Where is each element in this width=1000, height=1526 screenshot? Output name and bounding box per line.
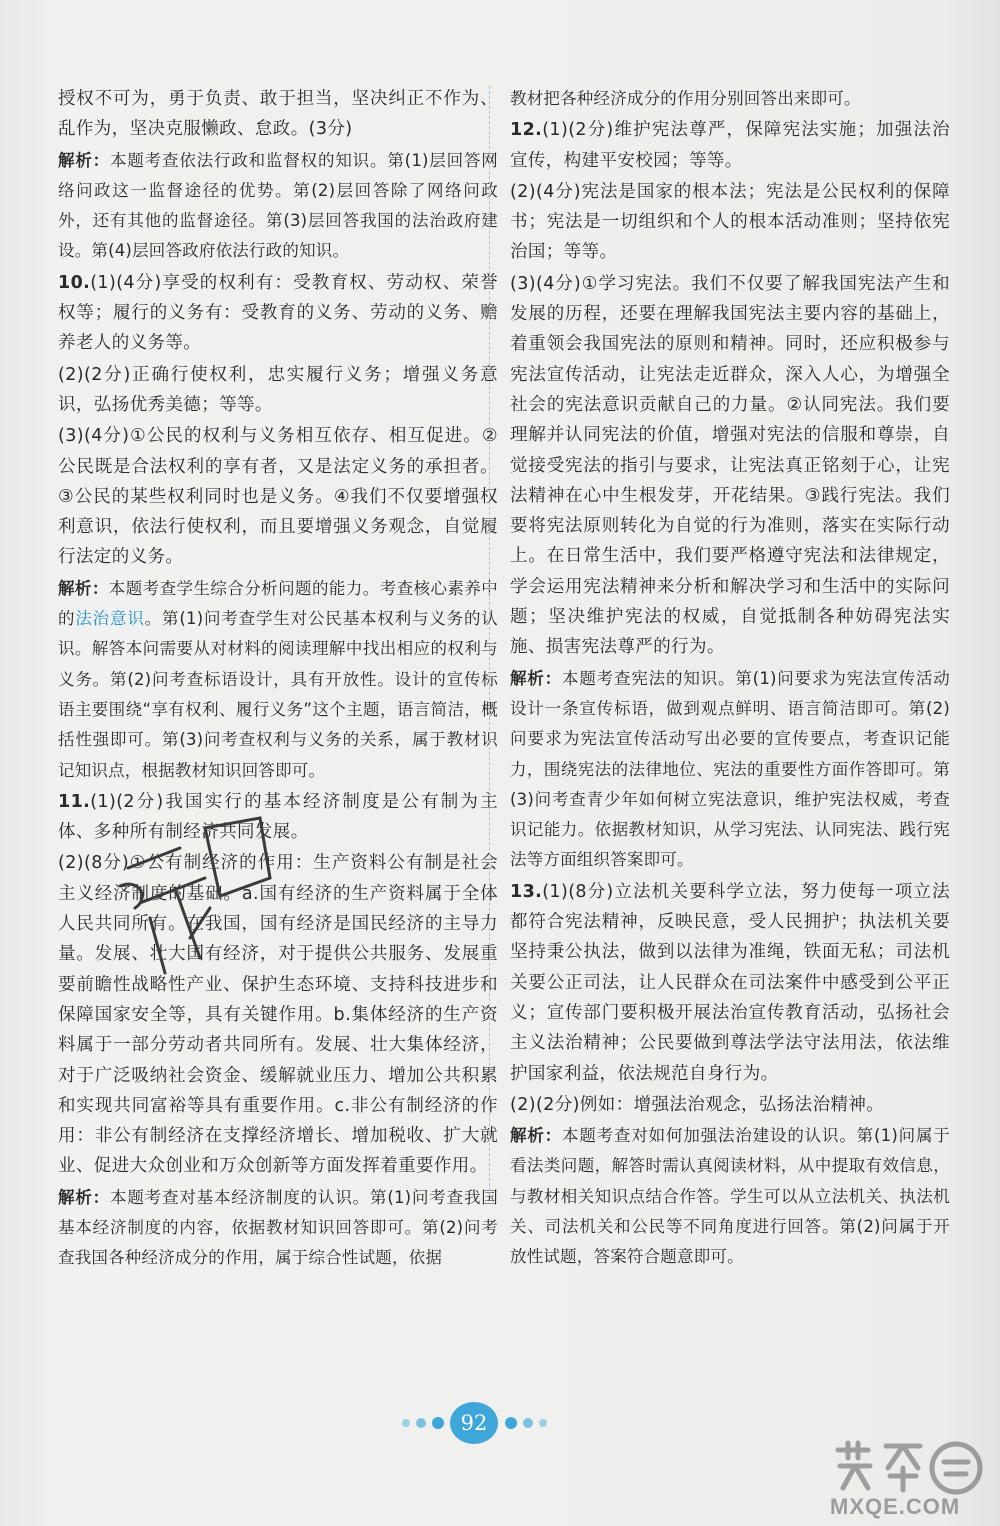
answer-text: (1)(4分)享受的权利有：受教育权、劳动权、荣誉权等；履行的义务有：受教育的义务、劳动的义务、赡养老人的义务等。 bbox=[58, 272, 498, 354]
analysis-text: 本题考查依法行政和监督权的知识。第(1)层回答网络问政这一监督途径的优势。第(2)层回答除了网络问政外，还有其他的监督途径。第(3)层回答我国的法治政府建设。第(4)层回答政府依法行政的知识。 bbox=[58, 150, 498, 261]
stamp-mark bbox=[110, 808, 280, 978]
analysis-label: 解析： bbox=[58, 150, 111, 170]
question-11-part-2: (2)(8分)①公有制经济的作用：生产资料公有制是社会主义经济制度的基础。a.国有经济的生产资料属于全体人民共同所有。在我国，国有经济是国民经济的主导力量。发展、壮大国有经济，对于提供公共服务、发展重要前瞻性战略性产业、保护生态环境、支持科技进步和保障国家安全等，具有关键作用。b.集体经济的生产资料属于一部分劳动者共同所有。发展、壮大集体经济，对于广泛吸纳社会资金、缓解就业压力、增加公共积累和实现共同富裕等具有重要作用。c.非公有制经济的作用：非公有制经济在支撑经济增长、增加税收、扩大就业、促进大众创业和万众创新等方面发挥着重要作用。 bbox=[58, 853, 498, 1177]
analysis-text: 。第(1)问考查学生对公民基本权利与义务的认识。解答本问需要从对材料的阅读理解中找出相应的权利与义务。第(2)问考查标语设计，具有开放性。设计的宣传标语主要围绕“享有权利、履行义务”这个主题，语言简洁，概括性强即可。第(3)问考查权利与义务的关系，属于教材识记知识点，根据教材知识回答即可。 bbox=[58, 609, 498, 780]
analysis bbox=[58, 146, 498, 267]
analysis-label: 解析： bbox=[58, 578, 109, 598]
analysis-text: 本题考查对基本经济制度的认识。第(1)问考查我国基本经济制度的内容，依据教材知识回答即可。第(2)问考查我国各种经济成分的作用，属于综合性试题，依据 bbox=[58, 1187, 498, 1268]
analysis bbox=[58, 574, 498, 786]
analysis-label: 解析： bbox=[58, 1187, 111, 1207]
analysis-label: 解析： bbox=[510, 668, 563, 688]
analysis-text: 本题考查对如何加强法治建设的认识。第(1)问属于看法类问题，解答时需认真阅读材料，从中提取有效信息，与教材相关知识点结合作答。学生可以从立法机关、执法机关、司法机关和公民等不同角度进行回答。第(2)问属于开放性试题，答案符合题意即可。 bbox=[510, 1126, 950, 1267]
question-number: 11. bbox=[58, 791, 91, 812]
footer-dot bbox=[432, 1417, 444, 1429]
analysis-text: 本题考查宪法的知识。第(1)问要求为宪法宣传活动设计一条宣传标语，做到观点鲜明、语言简洁即可。第(2)问要求为宪法宣传活动写出必要的宣传要点，考查识记能力，围绕宪法的法律地位、宪法的重要性方面作答即可。第(3)问考查青少年如何树立宪法意识，维护宪法权威，考查识记能力。依据教材知识，从学习宪法、认同宪法、践行宪法等方面组织答案即可。 bbox=[510, 668, 950, 870]
question-10-part-2: (2)(2分)正确行使权利，忠实履行义务；增强义务意识，弘扬优秀美德；等等。 bbox=[58, 364, 498, 415]
question-number: 13. bbox=[510, 881, 543, 902]
question-10-part-1 bbox=[58, 268, 498, 359]
watermark-text: MXQE.COM bbox=[830, 1494, 961, 1519]
analysis-label: 解析： bbox=[510, 1126, 563, 1146]
footer-dot bbox=[505, 1417, 517, 1429]
answer-text: (1)(8分)立法机关要科学立法，努力使每一项立法都符合宪法精神，反映民意，受人民拥护；执法机关要坚持秉公执法，做到以法律为准绳，铁面无私；司法机关要公正司法，让人民群众在司法案件中感受到公平正义；宣传部门要积极开展法治宣传教育活动，弘扬社会主义法治精神；公民要做到尊法学法守法用法，依法维护国家利益，依法规范自身行为。 bbox=[510, 881, 950, 1084]
answer-text: (1)(2分)维护宪法尊严，保障宪法实施；加强法治宣传，构建平安校园；等等。 bbox=[510, 120, 950, 171]
analysis-continued: 教材把各种经济成分的作用分别回答出来即可。 bbox=[510, 89, 861, 108]
question-12-part-1 bbox=[510, 115, 950, 176]
question-12-part-2: (2)(4分)宪法是国家的根本法；宪法是公民权利的保障书；宪法是一切组织和个人的根本活动准则；坚持依宪治国；等等。 bbox=[510, 181, 950, 263]
question-number: 12. bbox=[510, 120, 543, 141]
question-10-part-3: (3)(4分)①公民的权利与义务相互依存、相互促进。②公民既是合法权利的享有者，又是法定义务的承担者。③公民的某些权利同时也是义务。④我们不仅要增强权利意识，依法行使权利，而且要增强义务观念，自觉履行法定的义务。 bbox=[58, 426, 498, 568]
answer-text: (1)(2分)我国实行的基本经济制度是公有制为主体、多种所有制经济共同发展。 bbox=[58, 791, 498, 843]
question-12-part-3: (3)(4分)①学习宪法。我们不仅要了解我国宪法产生和发展的历程，还要在理解我国宪法主要内容的基础上，着重领会我国宪法的原则和精神。同时，还应积极参与宪法宣传活动，让宪法走近群众，深入人心，为增强全社会的宪法意识贡献自己的力量。②认同宪法。我们要理解并认同宪法的价值，增强对宪法的信服和尊崇，自觉接受宪法的指引与要求，让宪法真正铭刻于心，让宪法精神在心中生根发芽，开花结果。③践行宪法。我们要将宪法原则转化为自觉的行为准则，落实在实际行动上。在日常生活中，我们要严格遵守宪法和法律规定，学会运用宪法精神来分析和解决学习和生活中的实际问题；坚决维护宪法的权威，自觉抵制各种妨碍宪法实施、损害宪法尊严的行为。 bbox=[510, 273, 950, 658]
footer-dot bbox=[402, 1419, 410, 1427]
question-13-part-2: (2)(2分)例如：增强法治观念，弘扬法治精神。 bbox=[510, 1094, 885, 1115]
paragraph: 授权不可为，勇于负责、敢于担当，坚决纠正不作为、乱作为，坚决克服懒政、怠政。(3分) bbox=[58, 89, 498, 140]
analysis bbox=[510, 664, 950, 876]
footer-dot bbox=[539, 1419, 547, 1427]
left-column bbox=[58, 84, 498, 1275]
right-column bbox=[510, 84, 950, 1274]
footer-dot bbox=[416, 1418, 426, 1428]
footer-dot bbox=[523, 1418, 533, 1428]
analysis bbox=[510, 1121, 950, 1272]
analysis-text: 本题考查学生综合分析问题的能力。考查核心素养中的 bbox=[58, 578, 498, 629]
page-number: 92 bbox=[450, 1402, 498, 1444]
analysis bbox=[58, 1183, 498, 1274]
key-term: 法治意识 bbox=[75, 609, 145, 629]
question-number: 10. bbox=[58, 272, 91, 293]
question-13-part-1 bbox=[510, 877, 950, 1089]
column-divider bbox=[489, 86, 490, 1196]
